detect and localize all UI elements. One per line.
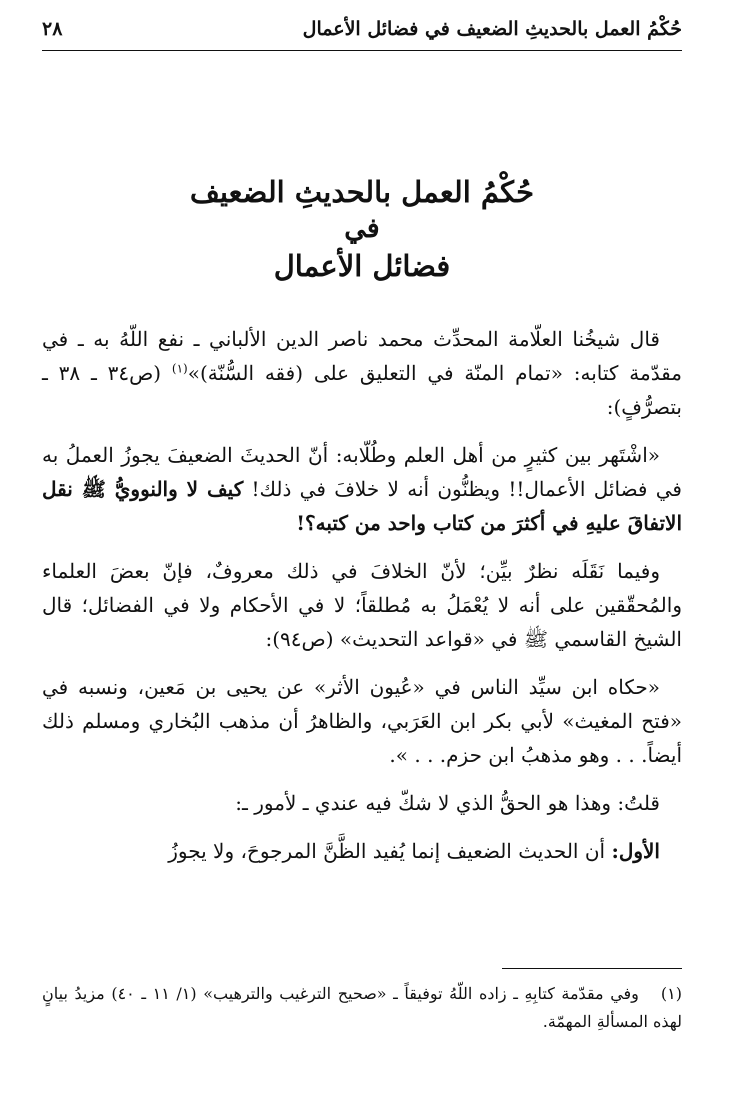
paragraph-2	[42, 438, 682, 540]
title-line-1: حُكْمُ العمل بالحديثِ الضعيف	[189, 175, 535, 209]
paragraph-1-text: قال شيخُنا العلّامة المحدِّث محمد ناصر الدين الألباني ـ نفع اللّهُ به ـ في مقدّمة كتابه: «تمام المنّة في التعليق على (فقه السُّنّة)»	[42, 327, 683, 385]
paragraph-6-text: أن الحديث الضعيف إنما يُفيد الظَّنَّ المرجوحَ، ولا يجوزُ	[168, 839, 612, 863]
book-page	[42, 0, 682, 1112]
title-line-3: فضائل الأعمال	[273, 249, 451, 283]
title-line-2: في	[344, 213, 380, 244]
paragraph-4: «حكاه ابن سيِّد الناس في «عُيون الأثر» عن يحيى بن مَعين، ونسبه في «فتح المغيث» لأبي بكر ابن العَرَبي، والظاهرُ أن مذهب البُخاري ومسلم ذلك أيضاً. . . وهو مذهبُ ابن حزم. . . ».	[42, 675, 682, 767]
paragraph-1-citation: (ص٣٤ ـ ٣٨ ـ بتصرُّفٍ):	[42, 361, 682, 419]
paragraph-2-bold: كيف لا والنوويُّ ﷺ نقل الاتفاقَ عليهِ في أكثرَ من كتاب واحد من كتبه؟!	[42, 477, 682, 535]
running-header	[42, 14, 682, 44]
footnote	[42, 980, 682, 1036]
paragraph-1	[42, 322, 682, 424]
chapter-title	[42, 172, 682, 286]
paragraph-2-text: «اشْتَهر بين كثيرٍ من أهل العلم وطُلّابه: أنّ الحديثَ الضعيفَ يجوزُ العملُ به في فضائل الأعمال!! ويظنُّون أنه لا خلافَ في ذلك!	[42, 443, 682, 501]
paragraph-6	[42, 834, 682, 868]
running-title: حُكْمُ العمل بالحديثِ الضعيف في فضائل الأعمال	[302, 18, 682, 40]
paragraph-3: وفيما نَقَلَه نظرٌ بيِّن؛ لأنّ الخلافَ في ذلك معروفٌ، فإنّ بعضَ العلماء والمُحقّقين على أنه لا يُعْمَلُ به مُطلقاً؛ لا في الأحكام ولا في الفضائل؛ قال الشيخ القاسمي ﷺ في «قواعد التحديث» (ص٩٤):	[42, 559, 682, 651]
footnote-marker: (١)	[171, 361, 188, 376]
footnote-number: (١)	[660, 984, 683, 1003]
paragraph-5: قلتُ: وهذا هو الحقُّ الذي لا شكّ فيه عندي ـ لأمور ـ:	[235, 791, 660, 815]
footnote-text: وفي مقدّمة كتابِهِ ـ زاده اللّهُ توفيقاً ـ «صحيح الترغيب والترهيب» (١/ ١١ ـ ٤٠) مزيدُ بيانٍ لهذه المسألةِ المهمّة.	[42, 984, 682, 1031]
footnote-rule	[502, 968, 682, 969]
page-number: ٢٨	[42, 18, 63, 40]
body-text	[42, 322, 682, 882]
paragraph-6-label: الأول:	[611, 839, 660, 863]
header-rule	[42, 50, 682, 51]
